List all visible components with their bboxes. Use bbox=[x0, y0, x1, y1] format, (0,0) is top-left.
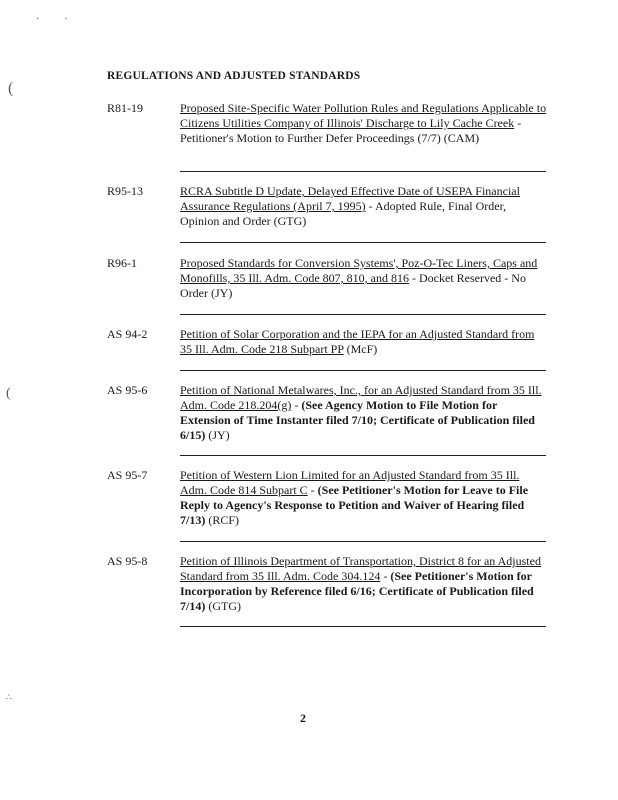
separator-rule bbox=[180, 370, 546, 371]
entry-title: Petition of Solar Corporation and the IEPA for an Adjusted Standard from 35 Ill. Adm. Code 218 Subpart PP bbox=[180, 327, 535, 356]
entry-initials: (JY) bbox=[205, 428, 230, 442]
entry-description bbox=[180, 327, 548, 357]
docket-number: AS 95-7 bbox=[107, 468, 148, 482]
entry-title: Proposed Site-Specific Water Pollution Rules and Regulations Applicable to Citizens Utilities Company of Illinois' Discharge to Lily Cache Creek bbox=[180, 101, 547, 130]
entry-description bbox=[180, 184, 548, 229]
separator-rule bbox=[180, 541, 546, 542]
entry-separator: - bbox=[291, 398, 302, 412]
entry-action: (McF) bbox=[343, 342, 378, 356]
entry-title: RCRA Subtitle D Update, Delayed Effective Date of USEPA Financial Assurance Regulations (April 7, 1995) bbox=[180, 184, 520, 213]
entry-action: - Petitioner's Motion to Further Defer Proceedings (7/7) (CAM) bbox=[180, 116, 522, 145]
entry-note: (See Petitioner's Motion for Incorporation by Reference filed 6/16; Certificate of Publication filed 7/14) bbox=[180, 569, 534, 613]
section-heading: REGULATIONS AND ADJUSTED STANDARDS bbox=[107, 70, 361, 82]
entry-title: Petition of National Metalwares, Inc., for an Adjusted Standard from 35 Ill. Adm. Code 218.204(g) bbox=[180, 383, 542, 412]
entry-title: Petition of Western Lion Limited for an Adjusted Standard from 35 Ill. Adm. Code 814 Subpart C bbox=[180, 468, 520, 497]
scan-speck: · · bbox=[36, 14, 68, 25]
entry-description bbox=[180, 468, 548, 528]
entry-initials: (RCF) bbox=[205, 513, 240, 527]
docket-number: AS 95-6 bbox=[107, 383, 148, 397]
entry-separator: - bbox=[307, 483, 318, 497]
scan-hole-mark: ( bbox=[6, 386, 11, 401]
separator-rule bbox=[180, 242, 546, 243]
entry-description bbox=[180, 383, 548, 443]
entry-title: Proposed Standards for Conversion Systems', Poz-O-Tec Liners, Caps and Monofills, 35 Ill. Adm. Code 807, 810, and 816 bbox=[180, 256, 538, 285]
separator-rule bbox=[180, 171, 546, 172]
entry-action: - Adopted Rule, Final Order, Opinion and Order (GTG) bbox=[180, 199, 507, 228]
entry-action: - Docket Reserved - No Order (JY) bbox=[180, 271, 526, 300]
entry-description bbox=[180, 554, 548, 614]
entry-note: (See Petitioner's Motion for Leave to File Reply to Agency's Response to Petition and Waiver of Hearing filed 7/13) bbox=[180, 483, 529, 527]
entry-title: Petition of Illinois Department of Transportation, District 8 for an Adjusted Standard from 35 Ill. Adm. Code 304.124 bbox=[180, 554, 541, 583]
scan-hole-mark: ( bbox=[8, 80, 14, 97]
scan-speck: ∴ bbox=[6, 692, 12, 702]
docket-number: R96-1 bbox=[107, 256, 137, 270]
page-number: 2 bbox=[300, 711, 306, 725]
docket-number: R95-13 bbox=[107, 184, 143, 198]
entry-description bbox=[180, 256, 548, 301]
docket-number: AS 94-2 bbox=[107, 327, 148, 341]
separator-rule bbox=[180, 455, 546, 456]
docket-number: R81-19 bbox=[107, 101, 143, 115]
docket-number: AS 95-8 bbox=[107, 554, 148, 568]
entry-initials: (GTG) bbox=[205, 599, 241, 613]
separator-rule bbox=[180, 314, 546, 315]
entry-note: (See Agency Motion to File Motion for Extension of Time Instanter filed 7/10; Certificate of Publication filed 6/15) bbox=[180, 398, 535, 442]
entry-separator: - bbox=[380, 569, 391, 583]
entry-description bbox=[180, 101, 548, 146]
separator-rule bbox=[180, 626, 546, 627]
